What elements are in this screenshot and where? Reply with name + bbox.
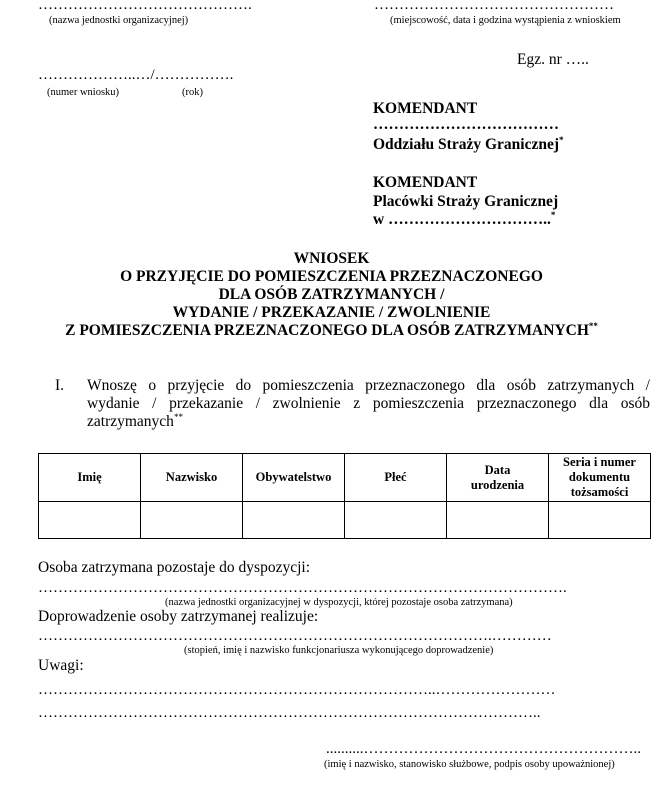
- place-date-field[interactable]: …………………………………………: [374, 0, 614, 13]
- disposal-label: Osoba zatrzymana pozostaje do dyspozycji:: [38, 559, 311, 576]
- addressee-oddzial-label: Oddziału Straży Granicznej: [373, 136, 559, 153]
- section-text-line-3-text: zatrzymanych: [87, 413, 174, 430]
- disposal-caption: (nazwa jednostki organizacyjnej w dyspozycji, której pozostaje osoba zatrzymana): [165, 597, 513, 608]
- header-id-document: [549, 454, 651, 502]
- addressee-oddzial: [373, 136, 564, 154]
- header-sex: Płeć: [345, 454, 447, 502]
- detainee-table: [38, 453, 651, 539]
- cell-birth-date[interactable]: [447, 502, 549, 539]
- header-citizenship: Obywatelstwo: [243, 454, 345, 502]
- title-line-5-text: Z POMIESZCZENIA PRZEZNACZONEGO DLA OSÓB ZATRZYMANYCH: [65, 322, 589, 339]
- header-birth-date-line-2: urodzenia: [470, 477, 525, 492]
- addressee-location-field[interactable]: w …………………………..: [373, 211, 551, 228]
- remarks-field-1[interactable]: ……………………………………………………………………..……………………: [38, 682, 556, 698]
- title-line-1: WNIOSEK: [293, 250, 370, 267]
- remarks-label: Uwagi:: [38, 657, 84, 674]
- cell-sex[interactable]: [345, 502, 447, 539]
- section-numeral: I.: [55, 377, 65, 394]
- remarks-field-2[interactable]: ………………………………………………………………………………………..: [38, 705, 541, 721]
- signature-field[interactable]: ..........………………………………………………..: [326, 741, 641, 757]
- section-text-line-2: wydanie / przekazanie / zwolnienie z pomieszczenia przeznaczonego dla osób: [87, 395, 650, 412]
- escort-field[interactable]: ……………………………………………………………………………….…………: [38, 628, 552, 644]
- header-id-line-2: dokumentu: [568, 470, 631, 484]
- footnote-mark: **: [173, 411, 183, 422]
- header-id-line-1: Seria i numer: [563, 455, 636, 469]
- footnote-mark: *: [550, 209, 556, 220]
- addressee-location: [373, 211, 555, 229]
- disposal-field[interactable]: …………………………………………………………………………………………….: [38, 580, 567, 596]
- header-id-line-3: tożsamości: [570, 485, 629, 499]
- header-last-name: Nazwisko: [141, 454, 243, 502]
- header-first-name: Imię: [39, 454, 141, 502]
- cell-last-name[interactable]: [141, 502, 243, 539]
- title-line-4: WYDANIE / PRZEKAZANIE / ZWOLNIENIE: [172, 304, 491, 321]
- footnote-mark: **: [588, 320, 598, 331]
- table-row: [39, 502, 651, 539]
- escort-caption: (stopień, imię i nazwisko funkcjonariusza wykonującego doprowadzenie): [184, 645, 494, 656]
- section-text-line-1: Wnoszę o przyjęcie do pomieszczenia przeznaczonego dla osób zatrzymanych /: [87, 377, 650, 394]
- footnote-mark: *: [559, 134, 564, 145]
- addressee-dots[interactable]: ………………………………: [373, 116, 559, 133]
- copy-number: Egz. nr …..: [517, 51, 589, 68]
- cell-citizenship[interactable]: [243, 502, 345, 539]
- request-number-caption: (numer wniosku): [47, 87, 120, 98]
- title-line-5: [0, 322, 663, 340]
- header-birth-date-line-1: Data: [484, 462, 511, 477]
- request-number-field[interactable]: ………………..…/…………….: [38, 67, 234, 83]
- section-text-line-3: [87, 413, 650, 431]
- unit-name-field[interactable]: …………………………………….: [38, 0, 252, 13]
- place-date-caption: (miejscowość, data i godzina wystąpienia z wnioskiem: [390, 15, 621, 26]
- signature-caption: (imię i nazwisko, stanowisko służbowe, podpis osoby upoważnionej): [324, 759, 615, 770]
- unit-name-caption: (nazwa jednostki organizacyjnej): [49, 15, 189, 26]
- escort-label: Doprowadzenie osoby zatrzymanej realizuje:: [38, 608, 319, 625]
- table-header-row: [39, 454, 651, 502]
- cell-id-document[interactable]: [549, 502, 651, 539]
- title-line-3: DLA OSÓB ZATRZYMANYCH /: [218, 286, 445, 303]
- addressee-komendant-2: KOMENDANT: [373, 174, 478, 191]
- title-line-2: O PRZYJĘCIE DO POMIESZCZENIA PRZEZNACZONEGO: [120, 268, 543, 285]
- addressee-placowka: Placówki Straży Granicznej: [373, 193, 559, 210]
- header-birth-date: [447, 454, 549, 502]
- year-caption: (rok): [182, 87, 203, 98]
- addressee-komendant-1: KOMENDANT: [373, 100, 478, 117]
- cell-first-name[interactable]: [39, 502, 141, 539]
